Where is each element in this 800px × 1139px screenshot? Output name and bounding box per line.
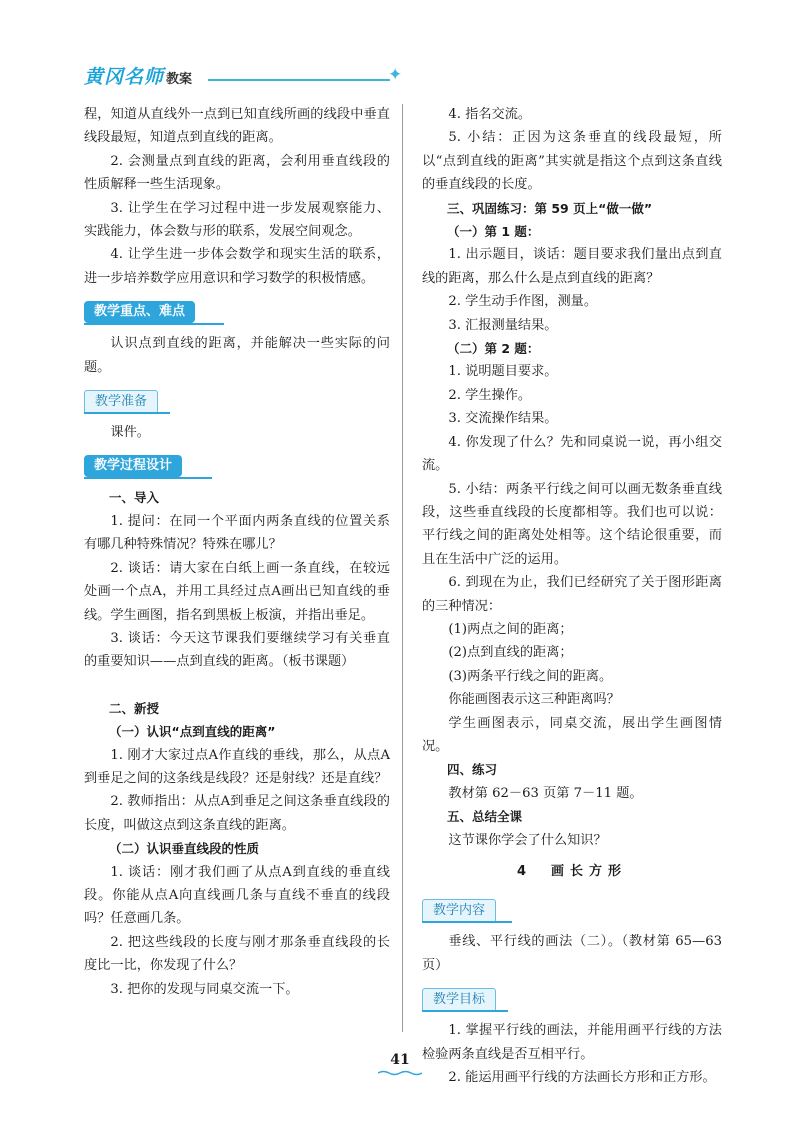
heading-intro: 一、导入 [109, 490, 160, 506]
section-key-points [84, 299, 390, 325]
goal-item-2: 2. 会测量点到直线的距离，会利用垂直线段的性质解释一些生活现象。 [84, 153, 390, 193]
heading-new-lesson: 二、新授 [109, 700, 160, 716]
distance-case-3: (3)两条平行线之间的距离。 [448, 668, 613, 684]
q2-item-3: 3. 交流操作结果。 [448, 411, 558, 427]
q1-item-2: 2. 学生动手作图，测量。 [448, 294, 598, 310]
property-item-5: 5. 小结：正因为这条垂直的线段最短，所以“点到直线的距离”其实就是指这个点到这条直线的垂直线段的长度。 [422, 130, 722, 193]
brand-logo: 黄冈名师 [84, 66, 165, 88]
section-title: 教学准备 [84, 390, 158, 414]
preparation-text: 课件。 [110, 425, 150, 441]
content-text: 垂线、平行线的画法（二）。（教材第 65—63 页） [422, 934, 722, 973]
section-preparation [84, 388, 390, 414]
subheading-property: （二）认识垂直线段的性质 [109, 841, 260, 857]
property-item-4: 4. 指名交流。 [448, 107, 532, 122]
section-title: 教学内容 [422, 899, 496, 923]
section-title: 教学重点、难点 [84, 301, 195, 323]
key-points-text: 认识点到直线的距离，并能解决一些实际的问题。 [84, 336, 390, 375]
goal-item-1: 1. 掌握平行线的画法，并能用画平行线的方法检验两条直线是否互相平行。 [422, 1023, 722, 1062]
page-number-ornament [378, 1070, 422, 1076]
section-content [422, 897, 722, 923]
page-header [84, 62, 424, 96]
page-number: 41 [390, 1052, 410, 1068]
header-rule [208, 79, 390, 81]
new-item-1: 1. 刚才大家过点A作直线的垂线，那么，从点A到垂足之间的这条线是线段？还是射线？还是直线？ [84, 747, 390, 786]
subheading-distance: （一）认识“点到直线的距离” [109, 724, 276, 740]
goal-item-1-cont: 程，知道从直线外一点到已知直线所画的线段中垂直线段最短，知道点到直线的距离。 [84, 107, 390, 146]
intro-item-1: 1. 提问：在同一个平面内两条直线的位置关系有哪几种特殊情况？特殊在哪儿？ [84, 513, 390, 553]
goal-item-3: 3. 让学生在学习过程中进一步发展观察能力、实践能力，体会数与形的联系，发展空间观念。 [84, 200, 390, 240]
exercise-text: 教材第 62－63 页第 7－11 题。 [448, 785, 643, 801]
section-underline [84, 323, 224, 325]
property-item-2: 2. 把这些线段的长度与刚才那条垂直线段的长度比一比，你发现了什么？ [84, 934, 390, 974]
property-item-1: 1. 谈话：刚才我们画了从点A到直线的垂直线段。你能从点A向直线画几条与直线不垂直的线段吗？任意画几条。 [84, 864, 390, 927]
property-item-3: 3. 把你的发现与同桌交流一下。 [110, 981, 299, 997]
summary-text: 这节课你学会了什么知识？ [448, 832, 607, 848]
q2-item-4: 4. 你发现了什么？先和同桌说一说，再小组交流。 [422, 434, 722, 474]
section-process [84, 453, 390, 479]
goal-item-4: 4. 让学生进一步体会数学和现实生活的联系，进一步培养数学应用意识和学习数学的积极情感。 [84, 247, 390, 286]
heading-summary: 五、总结全课 [447, 809, 523, 825]
q2-item-5: 5. 小结：两条平行线之间可以画无数条垂直线段，这些垂直线段的长度都相等。我们也可以说：平行线之间的距离处处相等。这个结论很重要，而且在生活中广泛的运用。 [422, 481, 722, 567]
q2-item-2: 2. 学生操作。 [448, 387, 532, 403]
left-column [84, 103, 390, 1001]
distance-case-2: (2)点到直线的距离； [448, 645, 573, 661]
star-icon: ✦ [388, 65, 403, 85]
header-subtitle: 教案 [166, 72, 193, 87]
heading-practice: 三、巩固练习：第 59 页上“做一做” [447, 200, 653, 216]
section-title: 教学过程设计 [84, 455, 182, 477]
q1-item-3: 3. 汇报测量结果。 [448, 317, 558, 333]
question-text: 你能画图表示这三种距离吗？ [448, 692, 620, 708]
lesson-title: 4 画长方形 [516, 864, 628, 879]
heading-exercise: 四、练习 [447, 762, 498, 778]
section-underline [422, 921, 512, 923]
column-divider [402, 104, 403, 1032]
intro-item-2: 2. 谈话：请大家在白纸上画一条直线，在较远处画一个点A，并用工具经过点A画出已知直线的垂线。学生画图，指名到黑板上板演，并指出垂足。 [84, 560, 390, 623]
section-title: 教学目标 [422, 988, 496, 1012]
right-column [422, 103, 722, 1089]
activity-text: 学生画图表示，同桌交流，展出学生画图情况。 [422, 715, 722, 754]
spacer [84, 674, 390, 697]
intro-item-3: 3. 谈话：今天这节课我们要继续学习有关垂直的重要知识——点到直线的距离。（板书课题） [84, 630, 390, 670]
q2-item-6: 6. 到现在为止，我们已经研究了关于图形距离的三种情况： [422, 575, 722, 614]
section-underline [84, 412, 170, 414]
subheading-q2: （二）第 2 题： [447, 341, 540, 357]
q1-item-1: 1. 出示题目，谈话：题目要求我们量出点到直线的距离，那么什么是点到直线的距离？ [422, 247, 722, 286]
goal-item-2b: 2. 能运用画平行线的方法画长方形和正方形。 [448, 1070, 716, 1086]
section-underline [84, 477, 212, 479]
section-underline [422, 1010, 508, 1012]
section-goals [422, 986, 722, 1012]
q2-item-1: 1. 说明题目要求。 [448, 364, 558, 380]
new-item-2: 2. 教师指出：从点A到垂足之间这条垂直线段的长度，叫做这点到这条直线的距离。 [84, 794, 390, 833]
subheading-q1: （一）第 1 题： [447, 224, 540, 240]
distance-case-1: (1)两点之间的距离； [448, 621, 573, 637]
